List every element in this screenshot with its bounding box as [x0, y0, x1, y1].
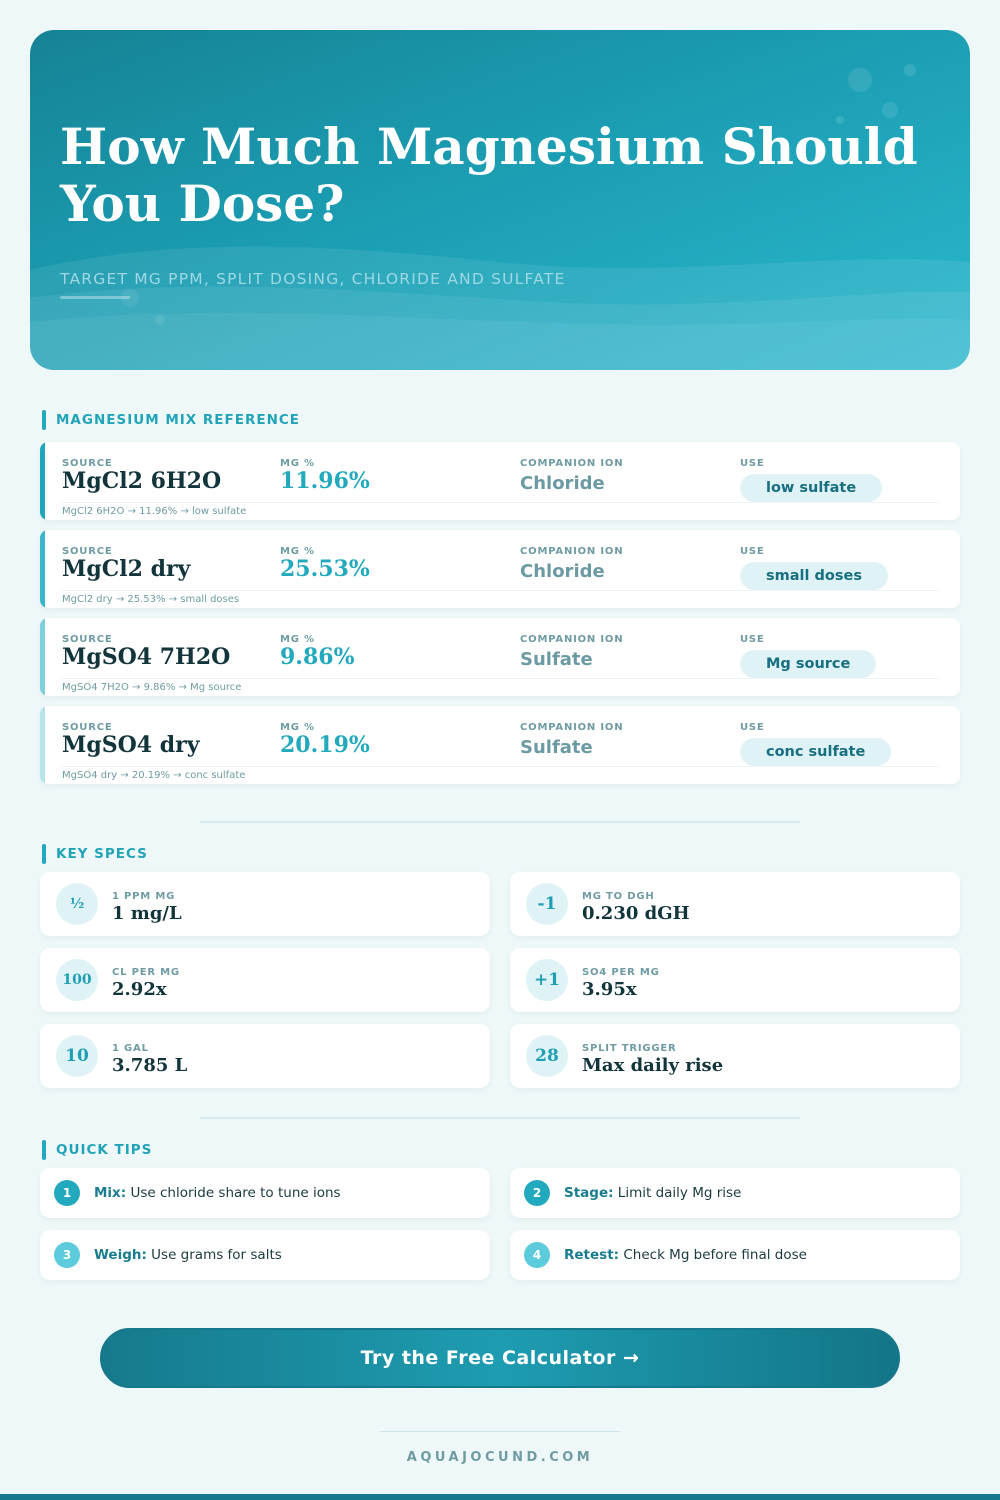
free-calculator-button[interactable]: Try the Free Calculator →	[100, 1328, 900, 1388]
row-summary: MgSO4 7H2O → 9.86% → Mg source	[62, 682, 242, 693]
ion-caption: COMPANION ION	[520, 458, 624, 469]
key-specs-heading	[42, 844, 148, 864]
spec-card	[40, 948, 490, 1012]
hero-banner	[30, 30, 970, 370]
bottom-accent-bar	[0, 1494, 1000, 1500]
use-caption: USE	[740, 546, 765, 557]
source-value: MgSO4 dry	[62, 732, 200, 758]
tip-text	[94, 1185, 341, 1201]
tip-title: Mix:	[94, 1185, 127, 1201]
tip-title: Stage:	[564, 1185, 614, 1201]
mg-percent-value: 20.19%	[280, 732, 370, 758]
row-summary: MgSO4 dry → 20.19% → conc sulfate	[62, 770, 246, 781]
use-caption: USE	[740, 634, 765, 645]
spec-badge: 100	[56, 959, 98, 1001]
tip-card	[40, 1168, 490, 1218]
tip-title: Retest:	[564, 1247, 620, 1263]
spec-value: 3.95x	[582, 979, 637, 1000]
ion-caption: COMPANION ION	[520, 722, 624, 733]
spec-value: 0.230 dGH	[582, 903, 690, 924]
tip-card	[40, 1230, 490, 1280]
spec-label: 1 PPM MG	[112, 891, 176, 902]
tip-card	[510, 1230, 960, 1280]
spec-badge: -1	[526, 883, 568, 925]
mg-percent-value: 9.86%	[280, 644, 355, 670]
tip-body: Limit daily Mg rise	[613, 1185, 742, 1201]
footer-divider	[380, 1431, 620, 1432]
tip-number: 2	[524, 1180, 550, 1206]
page-title: How Much Magnesium Should You Dose?	[60, 117, 918, 233]
spec-badge: ½	[56, 883, 98, 925]
spec-badge: 28	[526, 1035, 568, 1077]
use-badge: small doses	[740, 562, 888, 590]
companion-ion-value: Chloride	[520, 561, 605, 582]
spec-label: CL PER MG	[112, 967, 180, 978]
mg-caption: MG %	[280, 458, 315, 469]
footer-site-link[interactable]: AQUAJOCUND.COM	[406, 1450, 594, 1465]
row-divider	[62, 590, 938, 591]
spec-card	[510, 1024, 960, 1088]
mg-caption: MG %	[280, 546, 315, 557]
row-divider	[62, 766, 938, 767]
tip-number: 3	[54, 1242, 80, 1268]
row-accent	[40, 618, 45, 696]
subtitle-underline	[60, 296, 130, 299]
companion-ion-value: Chloride	[520, 473, 605, 494]
row-divider	[62, 502, 938, 503]
section-divider	[200, 821, 800, 823]
mg-percent-value: 25.53%	[280, 556, 370, 582]
spec-label: SO4 PER MG	[582, 967, 660, 978]
tip-title: Weigh:	[94, 1247, 147, 1263]
mix-row	[40, 530, 960, 608]
tip-number: 1	[54, 1180, 80, 1206]
use-badge: Mg source	[740, 650, 876, 678]
row-summary: MgCl2 6H2O → 11.96% → low sulfate	[62, 506, 247, 517]
row-accent	[40, 530, 45, 608]
tip-text	[94, 1247, 282, 1263]
spec-badge: 10	[56, 1035, 98, 1077]
mg-caption: MG %	[280, 634, 315, 645]
heading-accent-bar	[42, 844, 46, 864]
quick-tips-label: QUICK TIPS	[56, 1142, 153, 1158]
spec-card	[40, 1024, 490, 1088]
companion-ion-value: Sulfate	[520, 737, 593, 758]
mix-row	[40, 442, 960, 520]
source-caption: SOURCE	[62, 546, 113, 557]
spec-label: MG TO DGH	[582, 891, 655, 902]
row-divider	[62, 678, 938, 679]
use-badge: low sulfate	[740, 474, 882, 502]
source-value: MgCl2 6H2O	[62, 468, 222, 494]
spec-badge: +1	[526, 959, 568, 1001]
source-value: MgSO4 7H2O	[62, 644, 231, 670]
use-caption: USE	[740, 458, 765, 469]
use-caption: USE	[740, 722, 765, 733]
tip-text	[564, 1247, 807, 1263]
tip-body: Use grams for salts	[146, 1247, 282, 1263]
heading-accent-bar	[42, 410, 46, 430]
use-badge: conc sulfate	[740, 738, 891, 766]
key-specs-label: KEY SPECS	[56, 846, 148, 862]
tip-text	[564, 1185, 741, 1201]
spec-value: 3.785 L	[112, 1055, 188, 1076]
spec-card	[40, 872, 490, 936]
tip-body: Check Mg before final dose	[619, 1247, 807, 1263]
mix-row	[40, 706, 960, 784]
tip-number: 4	[524, 1242, 550, 1268]
spec-value: 1 mg/L	[112, 903, 182, 924]
spec-card	[510, 872, 960, 936]
heading-accent-bar	[42, 1140, 46, 1160]
spec-card	[510, 948, 960, 1012]
row-accent	[40, 706, 45, 784]
spec-label: SPLIT TRIGGER	[582, 1043, 677, 1054]
source-value: MgCl2 dry	[62, 556, 191, 582]
mix-reference-label: MAGNESIUM MIX REFERENCE	[56, 412, 300, 428]
spec-value: Max daily rise	[582, 1055, 724, 1076]
spec-value: 2.92x	[112, 979, 167, 1000]
source-caption: SOURCE	[62, 458, 113, 469]
quick-tips-heading	[42, 1140, 152, 1160]
row-accent	[40, 442, 45, 520]
ion-caption: COMPANION ION	[520, 634, 624, 645]
companion-ion-value: Sulfate	[520, 649, 593, 670]
spec-label: 1 GAL	[112, 1043, 149, 1054]
source-caption: SOURCE	[62, 634, 113, 645]
tip-card	[510, 1168, 960, 1218]
ion-caption: COMPANION ION	[520, 546, 624, 557]
section-divider	[200, 1117, 800, 1119]
mix-row	[40, 618, 960, 696]
row-summary: MgCl2 dry → 25.53% → small doses	[62, 594, 240, 605]
mg-caption: MG %	[280, 722, 315, 733]
source-caption: SOURCE	[62, 722, 113, 733]
mg-percent-value: 11.96%	[280, 468, 370, 494]
tip-body: Use chloride share to tune ions	[126, 1185, 341, 1201]
page-subtitle: TARGET MG PPM, SPLIT DOSING, CHLORIDE AND SULFATE	[60, 270, 566, 288]
mix-reference-heading	[42, 410, 300, 430]
